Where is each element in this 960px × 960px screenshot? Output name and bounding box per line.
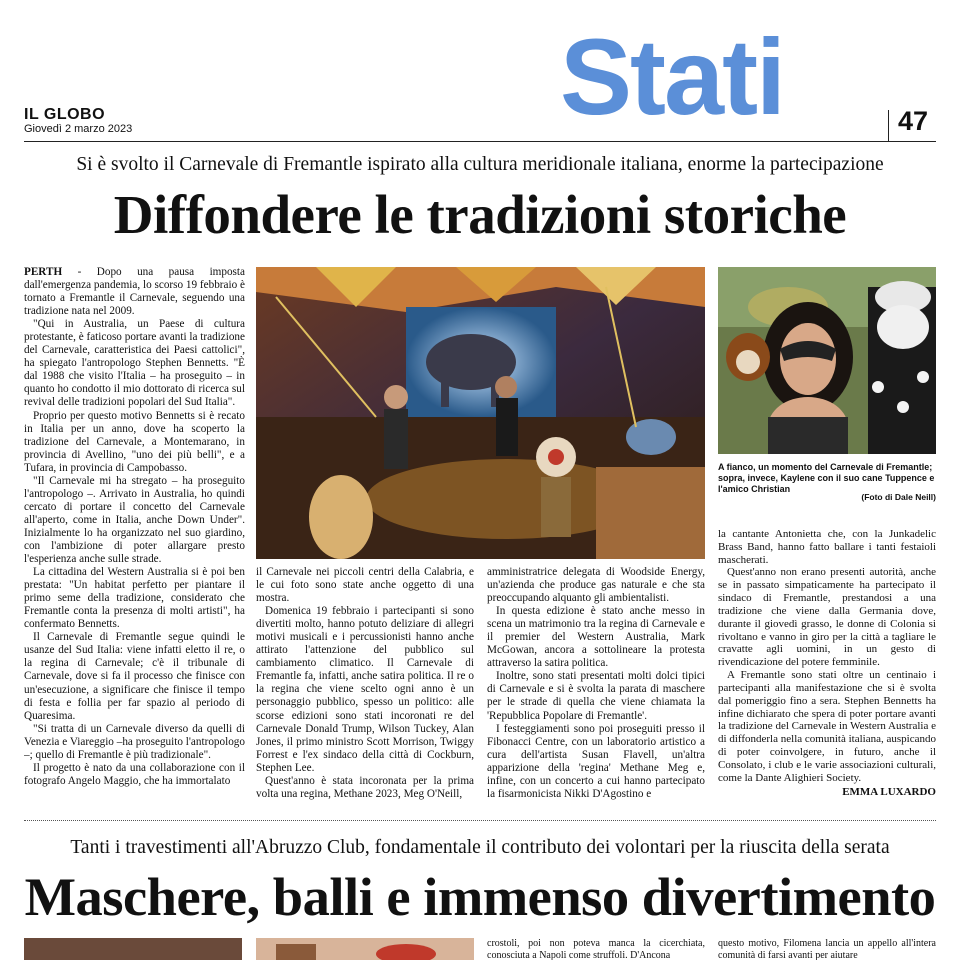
article1-column-1	[24, 266, 245, 810]
paragraph: In questa edizione è stato anche messo in scena un matrimonio tra la regina di Carnevale e il premier del Western Australia, Mark McGowan, ancora a sottolineare la protesta attraverso la satira politica.	[487, 605, 705, 670]
article-separator	[24, 820, 936, 821]
paragraph: Quest'anno non erano presenti autorità, anche se in passato simpaticamente ha partecipato il sindaco di Fremantle, prestandosi a una tradizione che viene dalla Germania dove, durante il giovedì grasso, le donne di Colonia si rivoltano e vanno in giro per la città a tagliare le cravatte agli uomini, in un gesto di rivendicazione del potere femminile.	[718, 566, 936, 669]
paragraph: A Fremantle sono stati oltre un centinaio i partecipanti alla manifestazione che si è svolta dal pomeriggio fino a sera. Stephen Bennetts ha infine dichiarato che spera di poter portare avanti la tradizione del Carnevale in Western Australia e di diffonderla nella comunità italiana, auspicando di poter coinvolgere, in futuro, anche il Consolato, i club e le varie associazioni culturali, come la Dante Alighieri Society.	[718, 669, 936, 784]
paragraph: il Carnevale nei piccoli centri della Calabria, e le cui foto sono state anche oggetto di una mostra.	[256, 566, 474, 605]
article1-kicker: Si è svolto il Carnevale di Fremantle ispirato alla cultura meridionale italiana, enorme la partecipazione	[76, 154, 884, 175]
masthead	[24, 106, 132, 136]
carnival-party-photo	[256, 267, 705, 559]
dateline: PERTH	[24, 266, 63, 278]
article2-photo-2-image	[256, 938, 474, 960]
article1-column-2	[256, 566, 474, 810]
article2-headline: Maschere, balli e immenso divertimento	[24, 866, 936, 927]
paragraph: I festeggiamenti sono poi proseguiti presso il Fibonacci Centre, con un laboratorio artistico a cura dell'artista Susan Flavell, un'altra apparizione della 'regina' Methane Meg e, infine, con un concerto a cui hanno partecipato la fisarmonicista Nikki D'Agostino e	[487, 722, 705, 800]
article2-column-3	[487, 938, 705, 960]
paragraph: "Qui in Australia, un Paese di cultura protestante, è faticoso portare avanti la tradizione del Carnevale, caratteristica dei Paesi cattolici", ha spiegato l'antropologo Stephen Bennetts. "È dal 1988 che visito l'Italia – ha proseguito – in quanto ho condotto il mio dottorato di ricerca sul revival delle tradizioni popolari del Sud Italia".	[24, 318, 245, 409]
photo-credit: (Foto di Dale Neill)	[861, 492, 936, 502]
paragraph: Proprio per questo motivo Bennetts si è recato in Italia per un anno, dove ha scoperto la tradizione del Carnevale, a Montemarano, in provincia di Avellino, "uno dei più belli", e a Tufara, in provincia di Campobasso.	[24, 409, 245, 474]
paragraph: Il Carnevale di Fremantle segue quindi le usanze del Sud Italia: viene infatti eletto il re, o la regina di Carnevale; c'è il tribunale di Carnevale, dove si fa il processo che finisce con un'esecuzione, a significare che finisce il tempo di festa e follia per far spazio al periodo di Quaresima.	[24, 631, 245, 722]
article2-column-4	[718, 938, 936, 960]
section-title: Stati	[560, 16, 785, 137]
header-rule	[24, 141, 936, 142]
article1-column-4	[718, 528, 936, 810]
paragraph: amministratrice delegata di Woodside Energy, un'azienda che produce gas naturale e che sta preoccupando alquanto gli ambientalisti.	[487, 566, 705, 605]
paragraph: "Si tratta di un Carnevale diverso da quelli di Venezia e Viareggio –ha proseguito l'antropologo –; quello di Fremantle è più tradizionale".	[24, 722, 245, 761]
article2-photo-2	[256, 938, 474, 960]
paragraph: "Il Carnevale mi ha stregato – ha proseguito l'antropologo –. Arrivato in Australia, ho quindi cercato di portare il concetto del Carnevale all'aperto, come in Italia, anche Down Under". Inizialmente lo ha organizzato nel suo giardino, con l'ambizione di poter allargare presto l'esperienza anche sulle strade.	[24, 474, 245, 566]
article2-photo-1	[24, 938, 242, 960]
byline: EMMA LUXARDO	[842, 785, 936, 798]
paragraph: Inoltre, sono stati presentati molti dolci tipici di Carnevale e si è svolta la parata di maschere per le strade di quella che viene chiamata la 'Repubblica Popolare di Fremantle'.	[487, 670, 705, 722]
paragraph: questo motivo, Filomena lancia un appello all'intera comunità di farsi avanti per aiutare	[718, 938, 936, 960]
page-number-divider	[888, 110, 889, 142]
paragraph: la cantante Antonietta che, con la Junkadelic Brass Band, hanno fatto ballare i tanti festaioli mascherati.	[718, 528, 936, 566]
newspaper-name: IL GLOBO	[24, 106, 106, 123]
masked-woman-image	[718, 267, 936, 454]
paragraph: Domenica 19 febbraio i partecipanti si sono divertiti molto, hanno potuto deliziare di allegri motivi musicali e i percussionisti hanno anche attirato l'attenzione del pubblico sul cambiamento climatico. Il Carnevale di Fremantle fa, infatti, anche satira politica. Il re o la regina che viene scelto ogni anno è un personaggio pubblico, spesso un politico: alle scorse edizioni sono stati incoronati re del Carnevale Donald Trump, Wilson Tuckey, Alan Jones, il primo ministro Scott Morrison, Twiggy Forrest e l'ex sindaco della città di Cockburn, Stephen Lee.	[256, 605, 474, 774]
page-number: 47	[898, 106, 929, 136]
paragraph: La cittadina del Western Australia si è poi ben prestata: "Un habitat perfetto per piantare il primo seme della tradizione, considerato che Fremantle conta la presenza di molti artisti", ha confermato Bennetts.	[24, 566, 245, 631]
paragraph: Il progetto è nato da una collaborazione con il fotografo Angelo Maggio, che ha immortalato	[24, 761, 245, 787]
issue-date: Giovedì 2 marzo 2023	[24, 123, 133, 135]
paragraph: crostoli, poi non poteva manca la cicerchiata, conosciuta a Napoli come struffoli. D'Ancona	[487, 938, 705, 960]
masked-woman-with-dog-photo	[718, 267, 936, 454]
paragraph-text: Dopo una pausa imposta dall'emergenza pandemia, lo scorso 19 febbraio è tornato a Fremantle il Carnevale, seguendo una tradizione nata nel 2009.	[24, 266, 245, 318]
photo-caption: A fianco, un momento del Carnevale di Fremantle; sopra, invece, Kaylene con il suo cane Tuppence e l'amico Christian	[718, 462, 935, 494]
article1-headline: Diffondere le tradizioni storiche	[113, 184, 847, 245]
paragraph: Quest'anno è stata incoronata per la prima volta una regina, Methane 2023, Meg O'Neill,	[256, 774, 474, 800]
paragraph: PERTH - Dopo una pausa imposta dall'emergenza pandemia, lo scorso 19 febbraio è tornato a Fremantle il Carnevale, seguendo una tradizione nata nel 2009.	[24, 266, 245, 318]
article1-column-3	[487, 566, 705, 810]
carnival-party-image	[256, 267, 705, 559]
article2-kicker: Tanti i travestimenti all'Abruzzo Club, fondamentale il contributo dei volontari per la riuscita della serata	[70, 837, 890, 858]
